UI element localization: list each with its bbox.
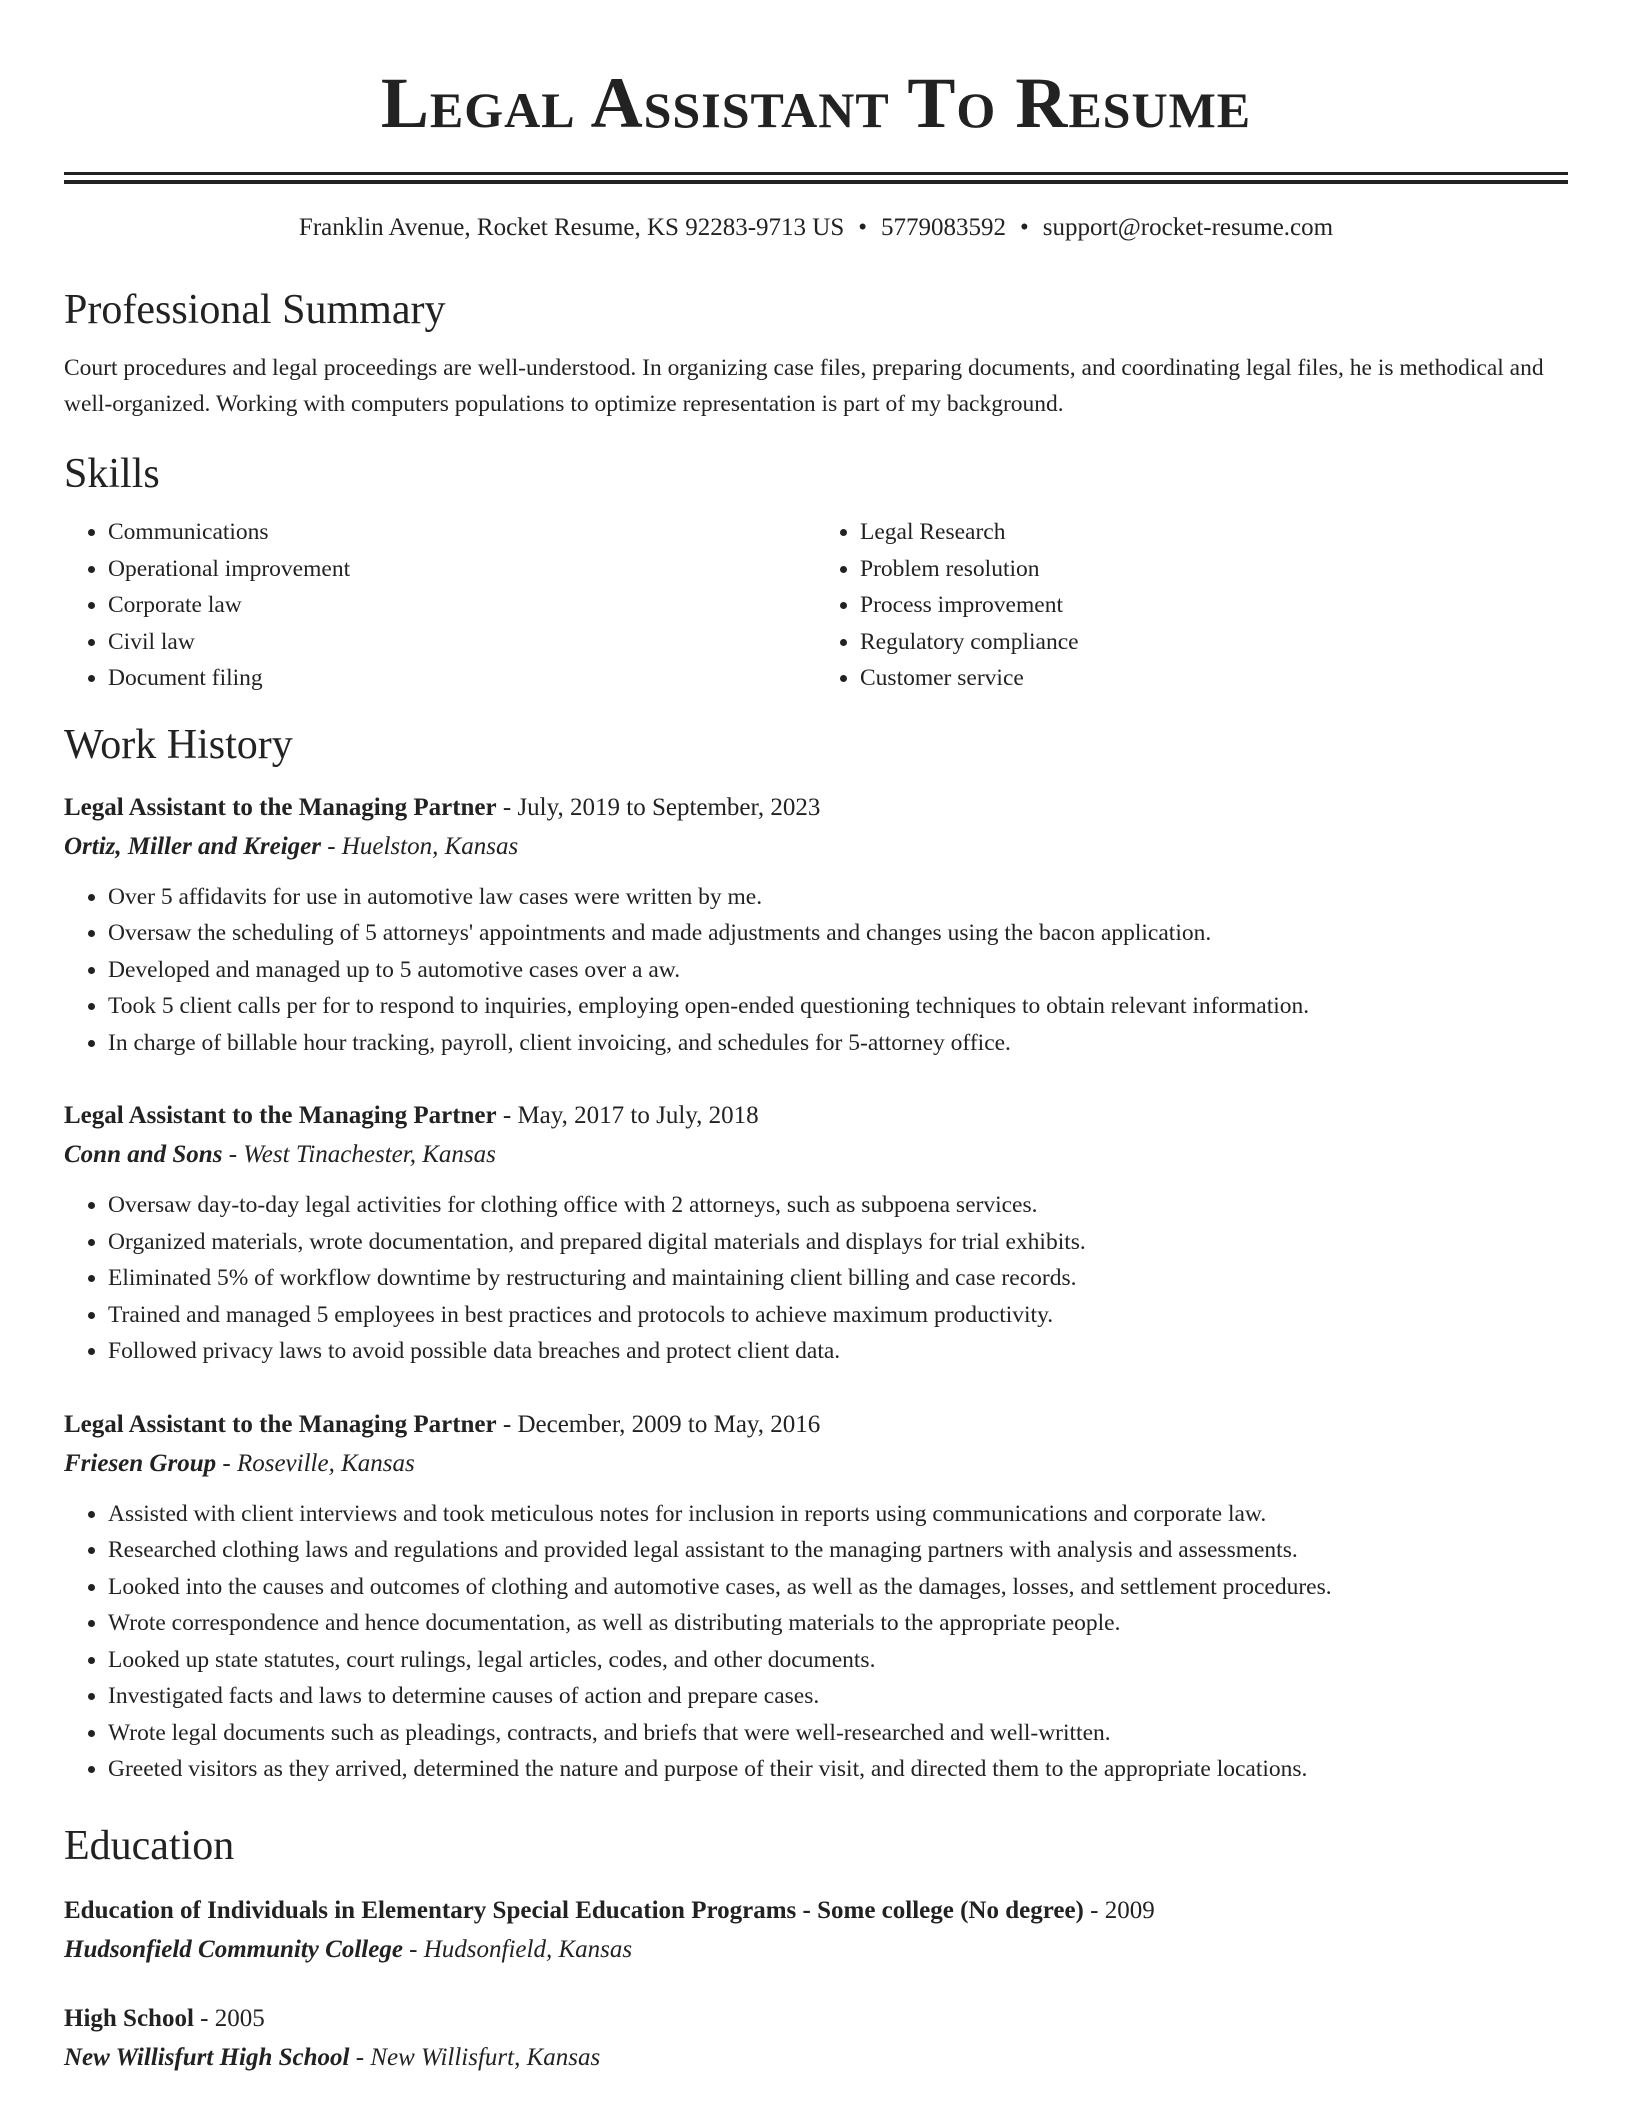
job-title: Legal Assistant to the Managing Partner <box>64 793 497 821</box>
education-degree: High School <box>64 2004 194 2032</box>
education-location: - Hudsonfield, Kansas <box>402 1935 633 1963</box>
job-company: Ortiz, Miller and Kreiger <box>64 832 321 860</box>
skills-column-right <box>816 514 1568 697</box>
job-title: Legal Assistant to the Managing Partner <box>64 1410 497 1438</box>
education-degree: Education of Individuals in Elementary Special Education Programs - Some college (No degree) <box>64 1896 1084 1924</box>
job-bullet: • Greeted visitors as they arrived, determined the nature and purpose of their visit, and directed them to the appropriate locations. <box>108 1751 1568 1788</box>
skill-item: • Process improvement <box>860 587 1568 624</box>
job-company: Conn and Sons <box>64 1141 223 1168</box>
education-degree-line <box>64 1892 1568 1930</box>
skill-item: • Communications <box>108 514 816 551</box>
job-location: - Roseville, Kansas <box>216 1449 415 1477</box>
education-heading: Education <box>64 1822 235 1869</box>
job-bullet: • In charge of billable hour tracking, payroll, client invoicing, and schedules for 5-attorney office. <box>108 1025 1568 1062</box>
job-dates: - December, 2009 to May, 2016 <box>496 1410 821 1438</box>
job-bullet: • Wrote correspondence and hence documentation, as well as distributing materials to the appropriate people. <box>108 1605 1568 1642</box>
education-entry <box>64 1892 1568 1970</box>
contact-phone: 5779083592 <box>881 214 1007 241</box>
education-school: New Willisfurt High School <box>64 2043 350 2071</box>
job-bullet: • Developed and managed up to 5 automotive cases over a aw. <box>108 952 1568 989</box>
job-bullets <box>64 1187 1568 1370</box>
title-rule-bottom <box>64 180 1568 184</box>
skill-item: • Document filing <box>108 660 816 697</box>
job-dates: - May, 2017 to July, 2018 <box>496 1102 759 1129</box>
skills-heading: Skills <box>64 451 160 497</box>
contact-separator: • <box>858 214 868 241</box>
job-role <box>64 1406 1568 1444</box>
skill-item: • Customer service <box>860 660 1568 697</box>
resume-title: Legal Assistant To Resume <box>380 63 1252 143</box>
summary-heading: Professional Summary <box>64 287 446 333</box>
job-bullets <box>64 879 1568 1062</box>
skills-column-left <box>64 514 816 697</box>
education-year: - 2005 <box>193 2004 265 2032</box>
job-entry <box>64 1406 1568 1788</box>
job-bullet: • Organized materials, wrote documentation, and prepared digital materials and displays for trial exhibits. <box>108 1224 1568 1261</box>
skills-list <box>64 514 1568 697</box>
job-bullet: • Researched clothing laws and regulations and provided legal assistant to the managing partners with analysis and assessments. <box>108 1532 1568 1569</box>
job-location: - West Tinachester, Kansas <box>222 1141 496 1168</box>
contact-address: Franklin Avenue, Rocket Resume, KS 92283-9713 US <box>298 214 845 241</box>
job-bullet: • Trained and managed 5 employees in best practices and protocols to achieve maximum productivity. <box>108 1297 1568 1334</box>
job-bullet: • Looked into the causes and outcomes of clothing and automotive cases, as well as the damages, losses, and settlement procedures. <box>108 1569 1568 1606</box>
title-rule-top <box>64 172 1568 175</box>
job-bullets <box>64 1496 1568 1788</box>
job-entry <box>64 789 1568 1062</box>
contact-line <box>64 212 1568 244</box>
education-entry <box>64 2000 1568 2078</box>
education-school: Hudsonfield Community College <box>64 1935 403 1963</box>
education-school-line <box>64 2038 1568 2078</box>
summary-text: Court procedures and legal proceedings are well-understood. In organizing case files, preparing documents, and coordinating legal files, he is methodical and well-organized. Working with computers populations to optimize representation is part of my background. <box>64 355 1544 417</box>
job-bullet: • Followed privacy laws to avoid possible data breaches and protect client data. <box>108 1333 1568 1370</box>
skill-item: • Regulatory compliance <box>860 624 1568 661</box>
job-location: - Huelston, Kansas <box>320 832 519 860</box>
education-location: - New Willisfurt, Kansas <box>349 2043 601 2071</box>
job-bullet: • Investigated facts and laws to determine causes of action and prepare cases. <box>108 1678 1568 1715</box>
job-bullet: • Wrote legal documents such as pleadings, contracts, and briefs that were well-researched and well-written. <box>108 1715 1568 1752</box>
education-year: - 2009 <box>1083 1896 1155 1924</box>
job-title: Legal Assistant to the Managing Partner <box>64 1102 497 1129</box>
skill-item: • Legal Research <box>860 514 1568 551</box>
job-company-line <box>64 827 1568 867</box>
job-role <box>64 789 1568 827</box>
job-bullet: • Over 5 affidavits for use in automotive law cases were written by me. <box>108 879 1568 916</box>
job-bullet: • Assisted with client interviews and took meticulous notes for inclusion in reports using communications and corporate law. <box>108 1496 1568 1533</box>
job-bullet: • Eliminated 5% of workflow downtime by restructuring and maintaining client billing and case records. <box>108 1260 1568 1297</box>
education-degree-line <box>64 2000 1568 2038</box>
job-company: Friesen Group <box>64 1449 217 1477</box>
skill-item: • Civil law <box>108 624 816 661</box>
job-bullet: • Looked up state statutes, court rulings, legal articles, codes, and other documents. <box>108 1642 1568 1679</box>
job-role <box>64 1097 1568 1135</box>
education-school-line <box>64 1930 1568 1970</box>
contact-email: support@rocket-resume.com <box>1042 214 1334 241</box>
job-company-line <box>64 1444 1568 1484</box>
job-dates: - July, 2019 to September, 2023 <box>496 793 821 821</box>
job-bullet: • Oversaw the scheduling of 5 attorneys' appointments and made adjustments and changes using the bacon application. <box>108 915 1568 952</box>
job-company-line <box>64 1135 1568 1175</box>
job-bullet: • Oversaw day-to-day legal activities for clothing office with 2 attorneys, such as subpoena services. <box>108 1187 1568 1224</box>
job-bullet: • Took 5 client calls per for to respond to inquiries, employing open-ended questioning techniques to obtain relevant information. <box>108 988 1568 1025</box>
job-entry <box>64 1097 1568 1370</box>
work-history-heading: Work History <box>64 721 293 768</box>
contact-separator: • <box>1020 214 1029 241</box>
skill-item: • Corporate law <box>108 587 816 624</box>
skill-item: • Operational improvement <box>108 551 816 588</box>
skill-item: • Problem resolution <box>860 551 1568 588</box>
